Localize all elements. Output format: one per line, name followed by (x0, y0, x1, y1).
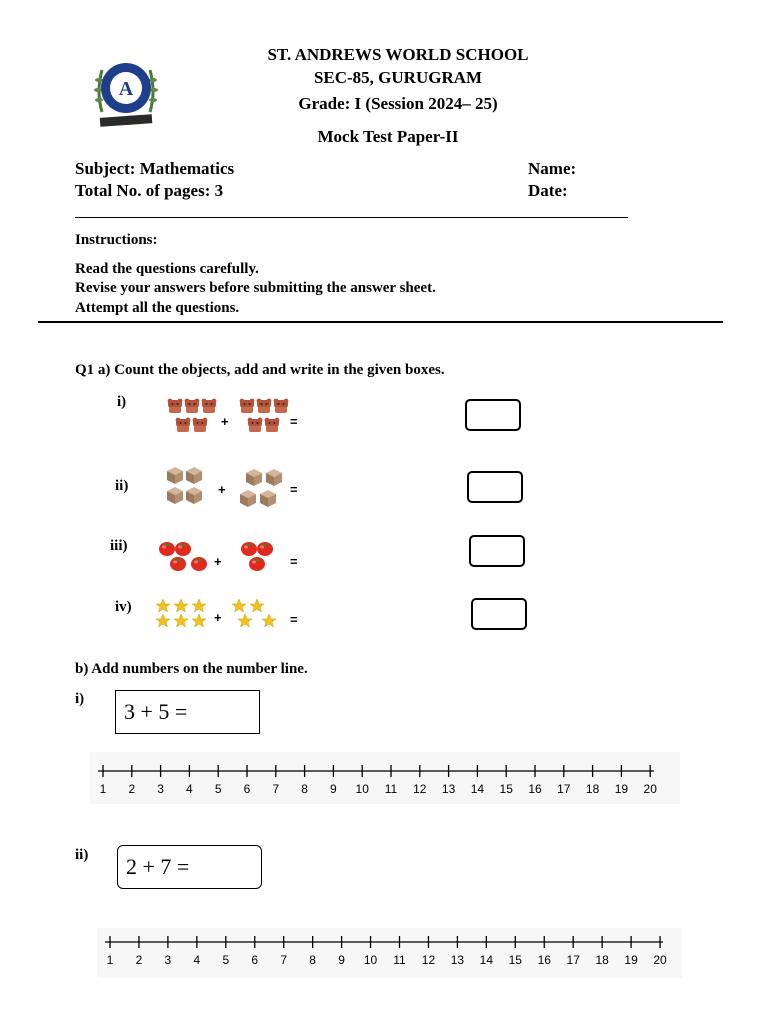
number-line-2-svg (97, 928, 682, 978)
number-line-label: 4 (193, 953, 201, 967)
number-line-label: 8 (309, 953, 316, 967)
number-line-label: 2 (135, 953, 143, 967)
cube-icon (240, 490, 256, 507)
instructions-divider (38, 321, 723, 323)
teddy-bear-icon (257, 399, 272, 413)
number-line-label: 16 (537, 953, 551, 967)
star-icon (250, 599, 264, 612)
number-line-label: 7 (272, 782, 280, 796)
row-i-objects (165, 397, 305, 437)
number-line-label: 10 (355, 782, 369, 796)
date-label: Date: (528, 181, 568, 200)
answer-box[interactable] (469, 535, 525, 567)
teddy-bear-icon (202, 399, 217, 413)
school-location: SEC-85, GURUGRAM (313, 68, 483, 87)
school-name: ST. ANDREWS WORLD SCHOOL (267, 45, 529, 64)
answer-box[interactable] (467, 471, 523, 503)
number-line-label: 3 (157, 782, 164, 796)
number-line-label: 8 (301, 782, 308, 796)
number-line-label: 12 (421, 953, 436, 967)
row-ii-objects (164, 465, 289, 509)
equals-sign: = (290, 554, 298, 569)
q1b-title: b) Add numbers on the number line. (75, 661, 308, 677)
cube-icon (186, 487, 202, 504)
number-line-label: 20 (653, 953, 667, 967)
cube-icon (167, 467, 183, 484)
number-line-label: 5 (214, 782, 222, 796)
cube-icon (260, 490, 276, 507)
star-icon (174, 614, 188, 627)
instruction-item: Read the questions carefully. (75, 261, 259, 277)
header-divider (75, 217, 628, 218)
star-icon (156, 614, 170, 627)
name-label: Name: (528, 159, 577, 178)
star-icon (238, 614, 252, 627)
number-line-label: 19 (614, 782, 629, 796)
number-line-label: 14 (470, 782, 485, 796)
plus-sign: + (214, 554, 222, 569)
row-label: iii) (110, 538, 128, 554)
expression-box: 3 + 5 = (115, 690, 260, 734)
row-label: iv) (115, 599, 132, 615)
instructions-title: Instructions: (75, 232, 158, 248)
svg-text:A: A (118, 78, 134, 100)
number-line-label: 17 (566, 953, 580, 967)
number-line-label: 10 (363, 953, 378, 967)
cube-icon (186, 467, 202, 484)
teddy-bear-icon (168, 399, 183, 413)
number-line-label: 7 (280, 953, 288, 967)
expression-box: 2 + 7 = (117, 845, 262, 889)
teddy-bear-icon (248, 418, 263, 432)
cube-icon (266, 469, 282, 486)
tomato-icon (257, 542, 273, 556)
subject-label: Subject: Mathematics (75, 159, 235, 178)
tomato-icon (191, 557, 207, 571)
item-label: i) (75, 691, 85, 707)
teddy-bear-icon (240, 399, 255, 413)
teddy-bear-icon (193, 418, 208, 432)
number-line-label: 5 (222, 953, 230, 967)
number-line-label: 11 (384, 782, 398, 796)
number-line-label: 14 (479, 953, 494, 967)
number-line-1-svg (90, 752, 680, 804)
equals-sign: = (290, 482, 298, 497)
cube-icon (246, 469, 262, 486)
star-icon (262, 614, 276, 627)
tomato-icon (249, 557, 265, 571)
q1a-title: Q1 a) Count the objects, add and write in the given boxes. (75, 362, 445, 378)
cube-icon (167, 487, 183, 504)
tomato-icon (241, 542, 257, 556)
number-line-1 (90, 752, 680, 804)
number-line-label: 6 (251, 953, 259, 967)
star-icon (232, 599, 246, 612)
number-line-label: 18 (585, 782, 600, 796)
equals-sign: = (290, 414, 298, 429)
number-line-label: 9 (330, 782, 337, 796)
row-label: i) (117, 394, 127, 410)
tomato-icon (175, 542, 191, 556)
teddy-bear-icon (274, 399, 289, 413)
paper-title: Mock Test Paper-II (317, 127, 459, 146)
star-icon (192, 614, 206, 627)
number-line-label: 15 (508, 953, 522, 967)
star-icon (192, 599, 206, 612)
tomato-icon (170, 557, 186, 571)
star-icon (174, 599, 188, 612)
grade-session: Grade: I (Session 2024– 25) (298, 94, 498, 113)
number-line-label: 15 (499, 782, 513, 796)
equals-sign: = (290, 612, 298, 627)
number-line-label: 9 (338, 953, 345, 967)
number-line-label: 4 (186, 782, 193, 796)
number-line-label: 20 (643, 782, 657, 796)
number-line-label: 1 (106, 953, 114, 967)
number-line-label: 17 (557, 782, 571, 796)
number-line-label: 1 (99, 782, 107, 796)
plus-sign: + (221, 414, 229, 429)
instruction-item: Revise your answers before submitting the answer sheet. (75, 280, 436, 296)
number-line-label: 16 (528, 782, 542, 796)
number-line-label: 18 (595, 953, 609, 967)
number-line-label: 13 (441, 782, 456, 796)
plus-sign: + (218, 482, 226, 497)
number-line-label: 12 (413, 782, 427, 796)
teddy-bear-icon (265, 418, 280, 432)
number-line-label: 3 (164, 953, 172, 967)
row-label: ii) (115, 478, 129, 494)
number-line-label: 11 (393, 953, 406, 967)
pages-label: Total No. of pages: 3 (75, 181, 224, 200)
star-icon (156, 599, 170, 612)
tomato-icon (159, 542, 175, 556)
number-line-2 (97, 928, 682, 978)
number-line-label: 2 (128, 782, 136, 796)
teddy-bear-icon (176, 418, 191, 432)
item-label: ii) (75, 847, 89, 863)
number-line-label: 13 (450, 953, 465, 967)
answer-box[interactable] (471, 598, 527, 630)
answer-box[interactable] (465, 399, 521, 431)
teddy-bear-icon (185, 399, 200, 413)
number-line-label: 19 (624, 953, 638, 967)
number-line-label: 6 (243, 782, 251, 796)
instruction-item: Attempt all the questions. (75, 300, 240, 316)
plus-sign: + (214, 610, 222, 625)
